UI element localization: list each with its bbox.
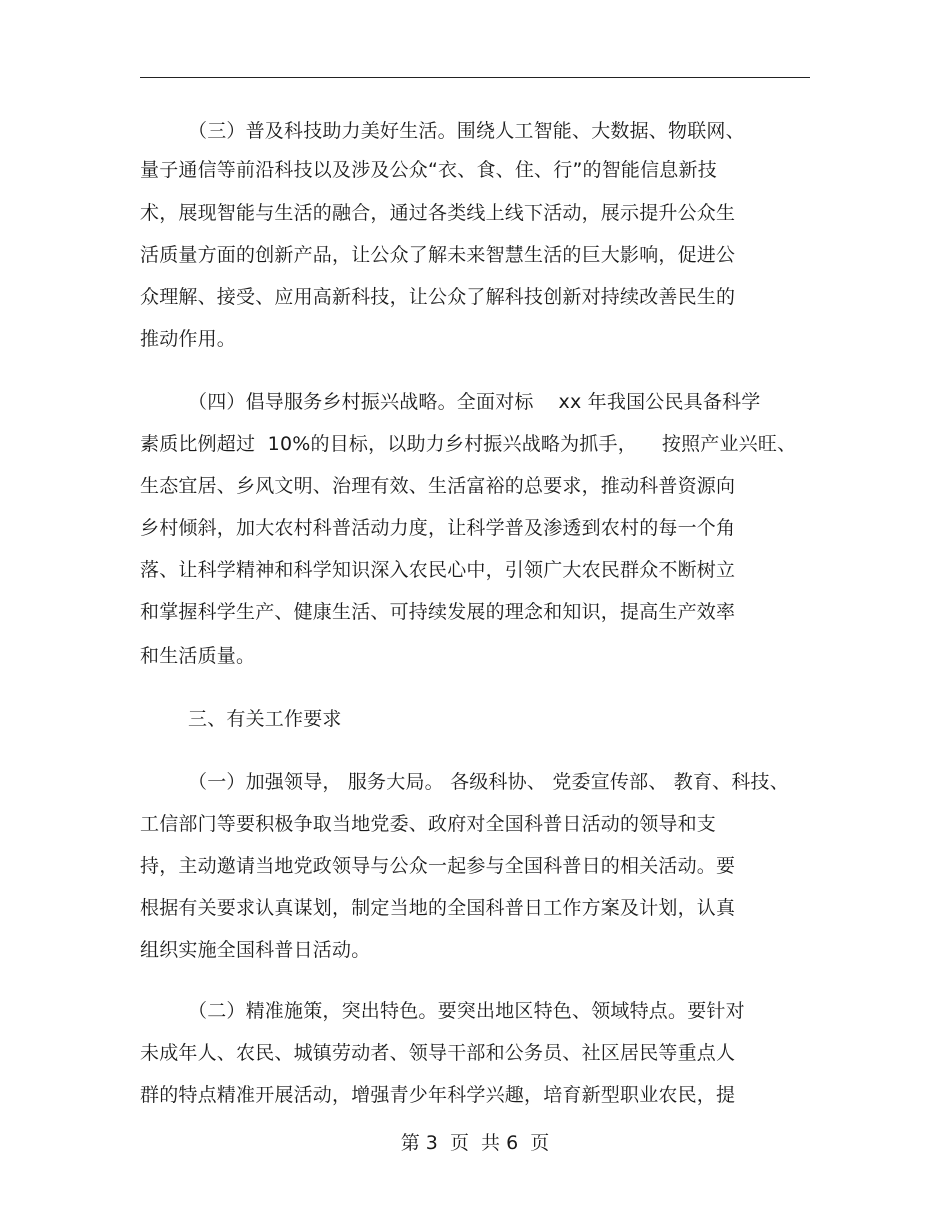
paragraph-line: 落、让科学精神和科学知识深入农民心中，引领广大农民群众不断树立 — [140, 559, 736, 581]
paragraph-line: 工信部门等要积极争取当地党委、政府对全国科普日活动的领导和支 — [140, 813, 717, 835]
paragraph-line: 术，展现智能与生活的融合，通过各类线上线下活动，展示提升公众生 — [140, 202, 736, 224]
paragraph-line: 和掌握科学生产、健康生活、可持续发展的理念和知识，提高生产效率 — [140, 601, 736, 623]
paragraph-line: 根据有关要求认真谋划，制定当地的全国科普日工作方案及计划，认真 — [140, 897, 736, 919]
paragraph-line: （四）倡导服务乡村振兴战略。全面对标 xx 年我国公民具备科学 — [188, 391, 761, 413]
paragraph-line: 持，主动邀请当地党政领导与公众一起参与全国科普日的相关活动。要 — [140, 855, 736, 877]
paragraph-line: 生态宜居、乡风文明、治理有效、生活富裕的总要求，推动科普资源向 — [140, 475, 736, 497]
paragraph-line: 乡村倾斜，加大农村科普活动力度，让科学普及渗透到农村的每一个角 — [140, 517, 736, 539]
paragraph-line: （一）加强领导， 服务大局。 各级科协、 党委宣传部、 教育、科技、 — [188, 771, 789, 793]
section-heading: 三、有关工作要求 — [188, 708, 342, 730]
header-rule — [140, 77, 810, 78]
paragraph-line: 未成年人、农民、城镇劳动者、领导干部和公务员、社区居民等重点人 — [140, 1042, 736, 1064]
page-number-footer: 第 3 页 共 6 页 — [400, 1132, 550, 1154]
paragraph-line: 量子通信等前沿科技以及涉及公众“衣、食、住、行”的智能信息新技 — [140, 159, 717, 181]
paragraph-line: 群的特点精准开展活动，增强青少年科学兴趣，培育新型职业农民，提 — [140, 1084, 736, 1106]
paragraph-line: 推动作用。 — [140, 328, 237, 350]
paragraph-line: （三）普及科技助力美好生活。围绕人工智能、大数据、物联网、 — [188, 120, 745, 142]
paragraph-line: 众理解、接受、应用高新科技，让公众了解科技创新对持续改善民生的 — [140, 286, 736, 308]
paragraph-line: 活质量方面的创新产品，让公众了解未来智慧生活的巨大影响，促进公 — [140, 244, 736, 266]
paragraph-line: （二）精准施策，突出特色。要突出地区特色、领域特点。要针对 — [188, 1000, 745, 1022]
paragraph-line: 素质比例超过 10%的目标，以助力乡村振兴战略为抓手， 按照产业兴旺、 — [140, 433, 797, 455]
paragraph-line: 组织实施全国科普日活动。 — [140, 939, 371, 961]
paragraph-line: 和生活质量。 — [140, 645, 256, 667]
